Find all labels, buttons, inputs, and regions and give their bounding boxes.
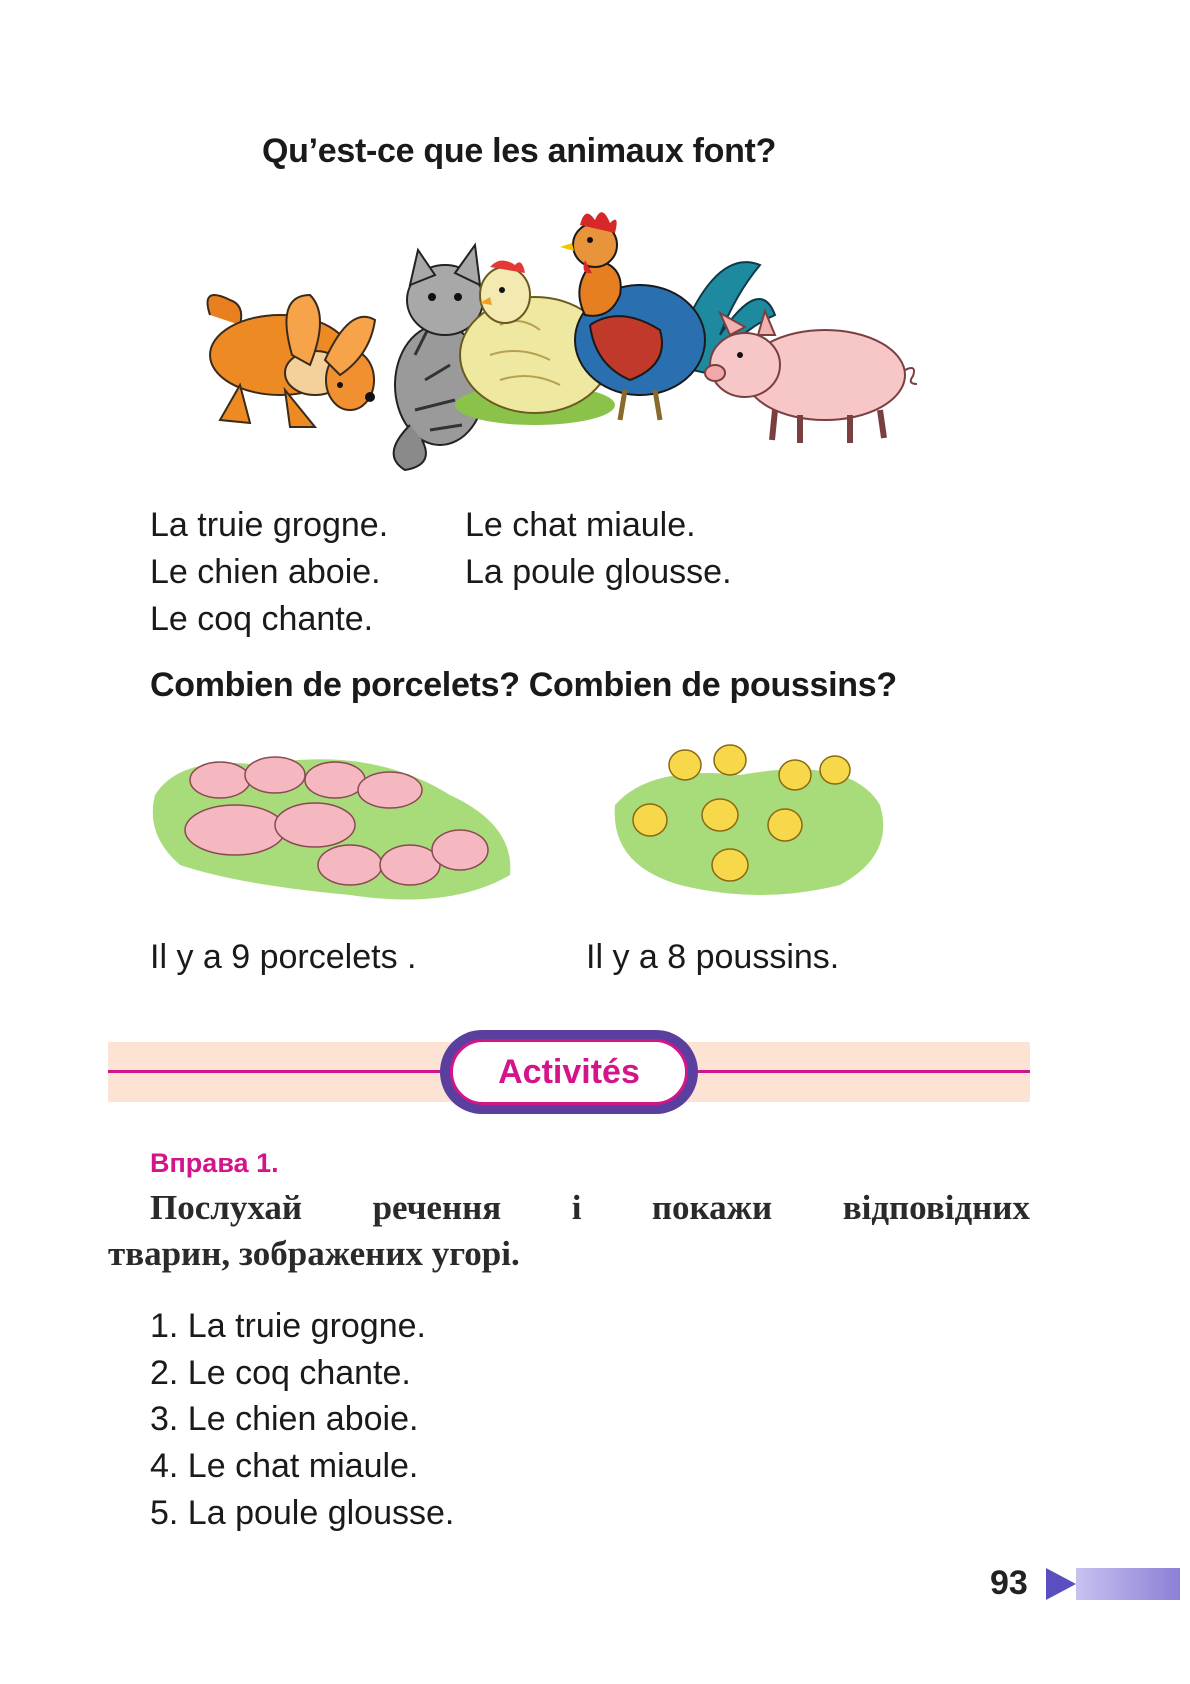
- piglets-count-text: Il y a 9 porcelets .: [150, 938, 417, 976]
- page-arrow-icon: [1046, 1568, 1076, 1600]
- exercise-title: Вправа 1.: [150, 1148, 279, 1178]
- activities-label: Activités: [498, 1052, 640, 1091]
- farm-animals-illustration: [200, 205, 970, 485]
- exercise-item-5: 5. La poule glousse.: [150, 1494, 455, 1532]
- dog-image: [208, 295, 376, 427]
- instruction-word: і: [571, 1188, 582, 1227]
- page-number: 93: [990, 1564, 1028, 1602]
- pig-image: [705, 311, 917, 443]
- counting-heading: Combien de porcelets? Combien de poussins?: [150, 666, 897, 704]
- instruction-word: речення: [372, 1188, 502, 1227]
- exercise-instruction-line2: тварин, зображених угорі.: [108, 1234, 520, 1273]
- sentence-left-3: Le coq chante.: [150, 600, 374, 638]
- sentence-left-1: La truie grogne.: [150, 506, 389, 544]
- exercise-item-3: 3. Le chien aboie.: [150, 1400, 419, 1438]
- instruction-word: покажи: [651, 1188, 773, 1227]
- instruction-word: Послухай: [150, 1188, 303, 1227]
- exercise-item-2: 2. Le coq chante.: [150, 1354, 411, 1392]
- sentence-right-1: Le chat miaule.: [465, 506, 696, 544]
- exercise-item-1: 1. La truie grogne.: [150, 1307, 426, 1345]
- sentence-left-2: Le chien aboie.: [150, 553, 381, 591]
- instruction-word: відповідних: [842, 1188, 1030, 1227]
- piglets-illustration: [150, 735, 520, 915]
- chicks-count-text: Il y a 8 poussins.: [586, 938, 840, 976]
- page-heading: Qu’est-ce que les animaux font?: [262, 132, 777, 170]
- chicks-illustration: [610, 735, 890, 905]
- activities-badge: [450, 1039, 688, 1105]
- exercise-item-4: 4. Le chat miaule.: [150, 1447, 419, 1485]
- sentence-right-2: La poule glousse.: [465, 553, 732, 591]
- exercise-instruction-line1: [150, 1188, 1030, 1228]
- footer-bar: [1076, 1568, 1180, 1600]
